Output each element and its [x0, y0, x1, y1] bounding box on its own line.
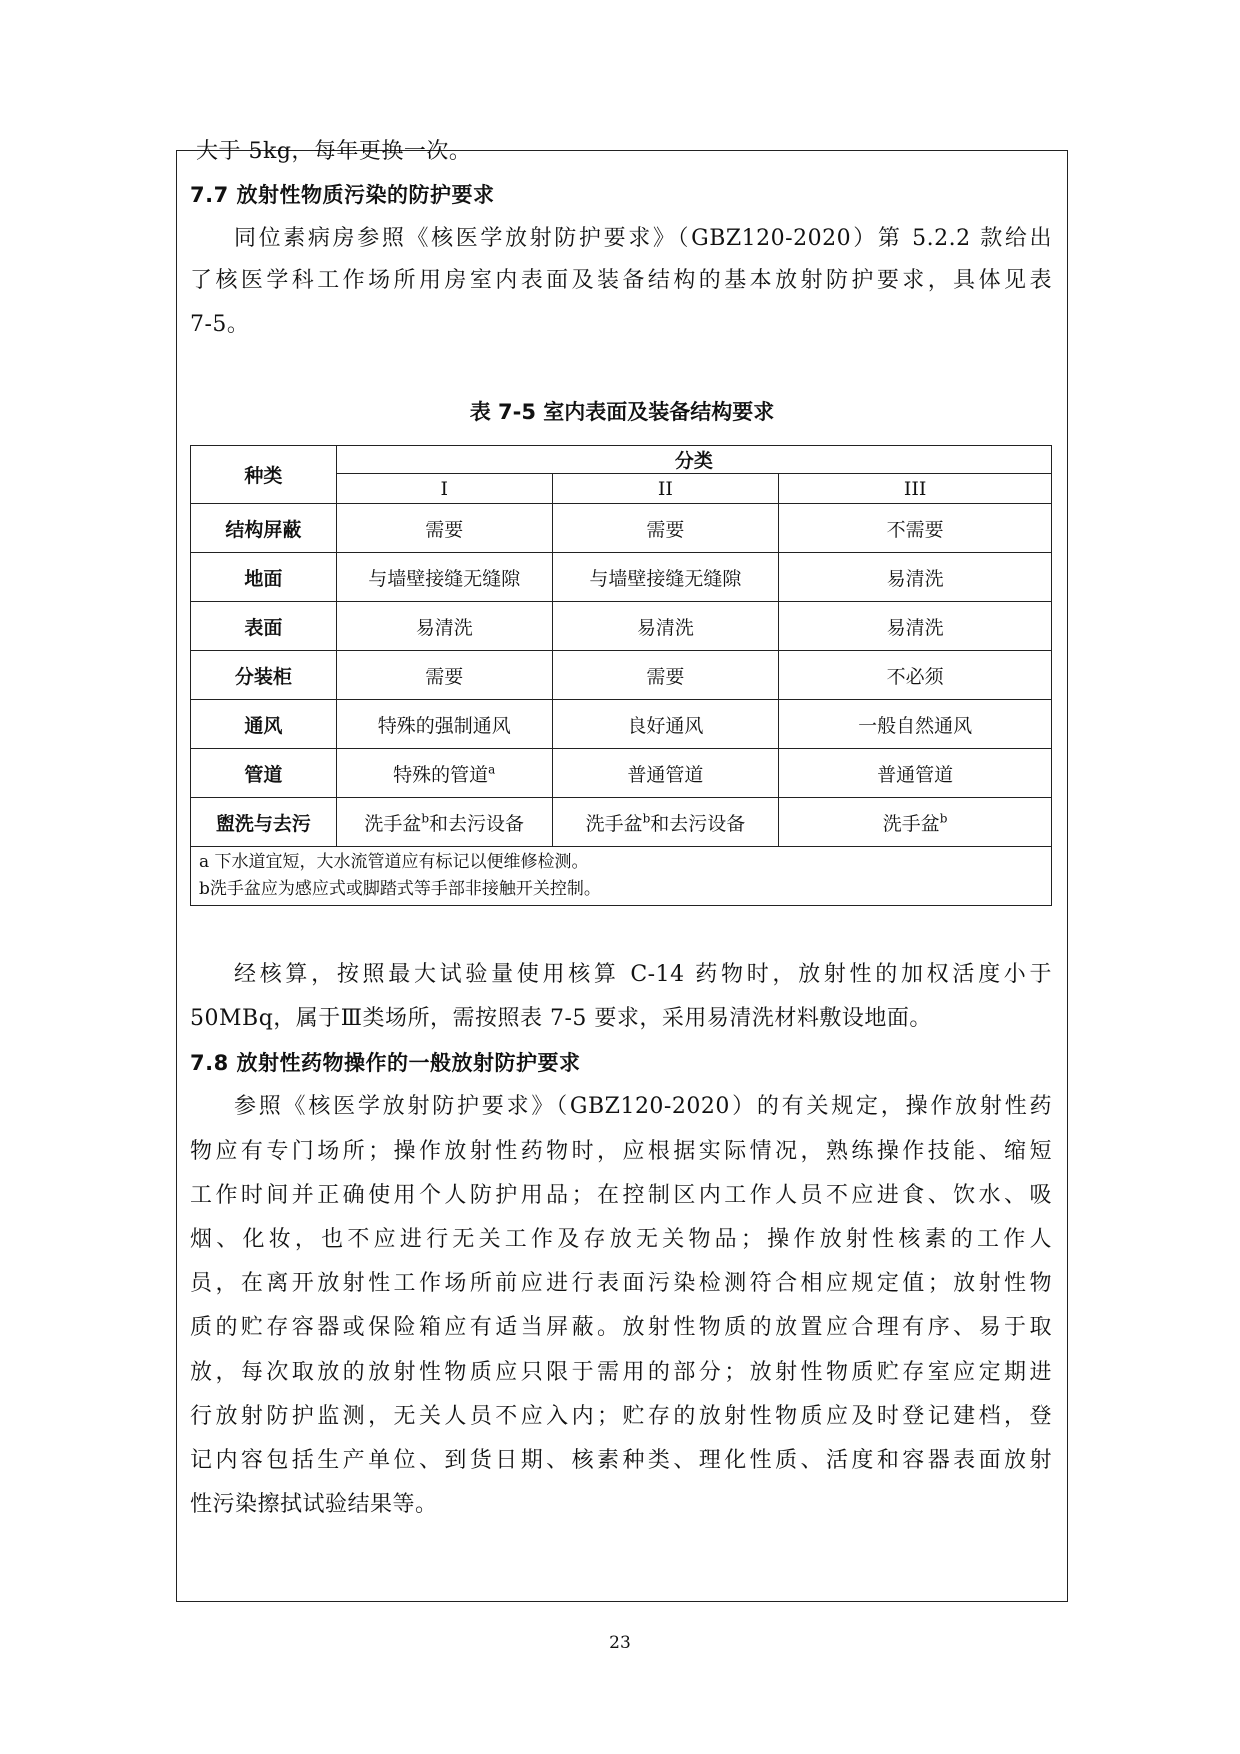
table-cell: 易清洗: [336, 602, 552, 651]
table-cell: 需要: [336, 651, 552, 700]
section-7-8-para-line-2: 物应有专门场所；操作放射性药物时，应根据实际情况，熟练操作技能、缩短: [190, 1139, 1052, 1164]
table-row: [191, 504, 1052, 553]
table-7-5: [190, 445, 1052, 906]
table-cell: 易清洗: [779, 553, 1052, 602]
section-7-8-para-line-4: 烟、化妆，也不应进行无关工作及存放无关物品；操作放射性核素的工作人: [190, 1227, 1052, 1252]
table-row: [191, 749, 1052, 798]
verification-line-1: 经核算，按照最大试验量使用核算 C-14 药物时，放射性的加权活度小于: [234, 962, 1052, 987]
table-cell: 需要: [552, 651, 779, 700]
continued-text-line: 大于 5kg，每年更换一次。: [196, 139, 472, 164]
table-row: [191, 700, 1052, 749]
section-7-8-para-line-7: 放，每次取放的放射性物质应只限于需用的部分；放射性物质贮存室应定期进: [190, 1360, 1052, 1385]
row-name: 管道: [191, 749, 337, 798]
header-kind: 种类: [191, 446, 337, 504]
cell-text: 洗手盆: [585, 812, 643, 835]
table-row: [191, 602, 1052, 651]
section-7-8-title: 7.8 放射性药物操作的一般放射防护要求: [190, 1051, 581, 1075]
footnote-marker: b: [939, 811, 948, 826]
row-name: 地面: [191, 553, 337, 602]
row-name: 分装柜: [191, 651, 337, 700]
table-cell: 与墙壁接缝无缝隙: [552, 553, 779, 602]
table-cell: 普通管道: [552, 749, 779, 798]
table-cell: 良好通风: [552, 700, 779, 749]
cell-text: 特殊的管道: [393, 763, 489, 786]
section-7-8-para-line-9: 记内容包括生产单位、到货日期、核素种类、理化性质、活度和容器表面放射: [190, 1448, 1052, 1473]
table-7-5-caption: 表 7-5 室内表面及装备结构要求: [469, 400, 775, 424]
header-class-ii: II: [552, 474, 779, 504]
section-7-8-para-line-6: 质的贮存容器或保险箱应有适当屏蔽。放射性物质的放置应合理有序、易于取: [190, 1315, 1052, 1340]
verification-line-2: 50MBq，属于Ⅲ类场所，需按照表 7-5 要求，采用易清洗材料敷设地面。: [190, 1006, 932, 1031]
table-cell: 一般自然通风: [779, 700, 1052, 749]
cell-text: 和去污设备: [429, 812, 525, 835]
table-cell: 需要: [336, 504, 552, 553]
row-name: 通风: [191, 700, 337, 749]
table-note-b: b洗手盆应为感应式或脚踏式等手部非接触开关控制。: [199, 879, 601, 899]
table-cell: 特殊的强制通风: [336, 700, 552, 749]
page-number: 23: [609, 1633, 631, 1653]
section-7-8-para-line-8: 行放射防护监测，无关人员不应入内；贮存的放射性物质应及时登记建档，登: [190, 1404, 1052, 1429]
footnote-marker: a: [488, 762, 496, 777]
section-7-8-para-line-10: 性污染擦拭试验结果等。: [190, 1492, 438, 1517]
table-cell: 不必须: [779, 651, 1052, 700]
row-name: 表面: [191, 602, 337, 651]
table-cell: [779, 798, 1052, 847]
section-7-8-para-line-5: 员，在离开放射性工作场所前应进行表面污染检测符合相应规定值；放射性物: [190, 1271, 1052, 1296]
table-cell: 与墙壁接缝无缝隙: [336, 553, 552, 602]
section-7-8-para-line-3: 工作时间并正确使用个人防护用品；在控制区内工作人员不应进食、饮水、吸: [190, 1183, 1052, 1208]
section-7-8-para-line-1: 参照《核医学放射防护要求》（GBZ120-2020）的有关规定，操作放射性药: [234, 1094, 1052, 1119]
table-notes: [191, 847, 1052, 906]
cell-text: 洗手盆: [364, 812, 422, 835]
table-cell: 易清洗: [552, 602, 779, 651]
table-cell: 需要: [552, 504, 779, 553]
table-cell: [336, 749, 552, 798]
header-class-iii: III: [779, 474, 1052, 504]
header-class-i: I: [336, 474, 552, 504]
table-cell: 不需要: [779, 504, 1052, 553]
table-cell: [336, 798, 552, 847]
table-row: [191, 798, 1052, 847]
cell-text: 洗手盆: [882, 812, 940, 835]
header-class: 分类: [336, 446, 1051, 474]
cell-text: 和去污设备: [650, 812, 746, 835]
section-7-7-para-line-2: 了核医学科工作场所用房室内表面及装备结构的基本放射防护要求，具体见表: [190, 268, 1052, 293]
table-note-a: a 下水道宜短，大水流管道应有标记以便维修检测。: [199, 852, 589, 872]
table-cell: [552, 798, 779, 847]
row-name: 盥洗与去污: [191, 798, 337, 847]
table-cell: 易清洗: [779, 602, 1052, 651]
row-name: 结构屏蔽: [191, 504, 337, 553]
section-7-7-para-line-1: 同位素病房参照《核医学放射防护要求》（GBZ120-2020）第 5.2.2 款给出: [234, 226, 1052, 251]
footnote-marker: b: [421, 811, 430, 826]
section-7-7-title: 7.7 放射性物质污染的防护要求: [190, 183, 495, 207]
section-7-7-para-line-3: 7-5。: [190, 312, 250, 337]
table-row: [191, 651, 1052, 700]
footnote-marker: b: [642, 811, 651, 826]
table-cell: 普通管道: [779, 749, 1052, 798]
table-row: [191, 553, 1052, 602]
